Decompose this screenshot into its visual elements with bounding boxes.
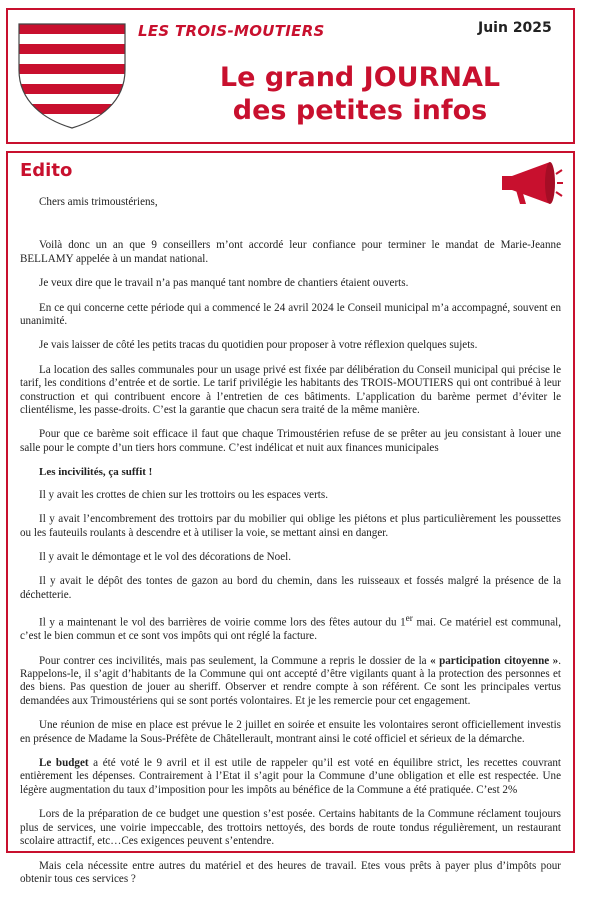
paragraph: Je veux dire que le travail n’a pas manqué tant nombre de chantiers étaient ouverts. — [39, 277, 409, 290]
paragraph: Mais cela nécessite entre autres du matériel et des heures de travail. Etes vous prêts à payer plus d’impôts pour obtenir tous ces services ? — [20, 859, 561, 885]
issue-date: Juin 2025 — [478, 20, 552, 36]
journal-title-line1: Le grand JOURNAL — [219, 62, 501, 93]
paragraph: Il y avait les crottes de chien sur les trottoirs ou les espaces verts. — [39, 488, 328, 501]
journal-title-line2: des petites infos — [232, 95, 488, 126]
paragraph: Il y avait l’encombrement des trottoirs par du mobilier qui oblige les piétons et plus particulièrement les poussettes ou les fauteuils roulants à descendre et à utiliser la voie, se mettant ainsi en danger. — [20, 513, 561, 539]
paragraph: En ce qui concerne cette période qui a commencé le 24 avril 2024 le Conseil municipal m’a accompagné, souvent en unanimité. — [20, 301, 561, 328]
paragraph: Il y avait le dépôt des tontes de gazon au bord du chemin, dans les ruisseaux et fossés malgré la présence de la déchetterie. — [20, 575, 561, 601]
greeting: Chers amis trimoustériens, — [39, 196, 158, 208]
paragraph: Pour que ce barème soit efficace il faut que chaque Trimoustérien refuse de se prêter au jeu consistant à louer une salle pour le compte d’un tiers hors commune. C’est indélicat et nuit aux finances municipales — [20, 428, 561, 454]
town-name: LES TROIS-MOUTIERS — [138, 22, 325, 40]
paragraph: Il y avait le démontage et le vol des décorations de Noel. — [39, 550, 291, 563]
town-crest-icon — [13, 20, 131, 130]
text-run: mai. Ce matériel est communal, c’est le bien commun et ce sont vos impôts qui ont réglé la facture. — [20, 616, 561, 643]
paragraph: Je vais laisser de côté les petits tracas du quotidien pour proposer à votre réflexion quelques sujets. — [39, 339, 478, 352]
text-run: a été voté le 9 avril et il est utile de rappeler qu’il est voté en équilibre strict, les recettes couvrant entièrement les dépenses. Contrairement à l’Etat il s’agit pour la Commune d’une obligation et elle est respectée. Une légère augmentation du taux d’imposition pour les impôts au bénéfice de la Commune a été pratiquée. C’est 2% — [20, 757, 561, 796]
text-run: Il y a maintenant le vol des barrières de voirie comme lors des fêtes autour du 1 — [39, 616, 406, 629]
paragraph: Voilà donc un an que 9 conseillers m’ont accordé leur confiance pour terminer le mandat de Marie-Jeanne BELLAMY appelée à un mandat national. — [20, 239, 561, 265]
paragraph — [20, 655, 561, 709]
paragraph: Une réunion de mise en place est prévue le 2 juillet en soirée et ensuite les volontaires seront officiellement investis en présence de Madame la Sous-Préfète de Châtellerault, montrant ainsi le coté officiel et sérieux de la démarche. — [20, 719, 561, 745]
subheading-incivilites: Les incivilités, ça suffit ! — [39, 466, 153, 479]
text-run: Pour contrer ces incivilités, mais pas seulement, la Commune a repris le dossier de la — [39, 654, 431, 667]
paragraph: Lors de la préparation de ce budget une question s’est posée. Certains habitants de la Commune réclament toujours plus de services, une voirie impeccable, des trottoirs nettoyés, des bords de route tondus régulièrement, un restaurant scolaire attractif, etc…Ces exigences peuvent s’entendre. — [20, 808, 561, 848]
text-run: . Rappelons-le, il s’agit d’habitants de la Commune qui ont accepté d’être vigilants quant à la protection des personnes et des biens. Pas question de jouer au sheriff. Observer et rendre compte à son référent. Ce sont les principales vertus demandées aux Trimoustériens qui se sont portés volontaires. Et je les remercie pour cet engagement. — [20, 654, 561, 707]
superscript: er — [405, 614, 413, 625]
article-body — [20, 196, 561, 897]
paragraph — [20, 757, 561, 797]
paragraph — [20, 613, 561, 644]
section-title: Edito — [20, 160, 73, 181]
bold-term: « participation citoyenne » — [430, 654, 559, 667]
paragraph: La location des salles communales pour un usage privé est fixée par délibération du Conseil municipal qui précise le tarif, les conditions d’entrée et de sortie. Le tarif privilégie les habitants des TROIS-MOUTIERS qui ont contribué à leur construction et qui contribuent encore à l’entretien de ces bâtiments. L’application du barème permet d’éviter le clientélisme, les passe-droits. C’est la garantie que chacun sera traité de la même manière. — [20, 363, 561, 417]
bold-term: Le budget — [39, 757, 89, 770]
